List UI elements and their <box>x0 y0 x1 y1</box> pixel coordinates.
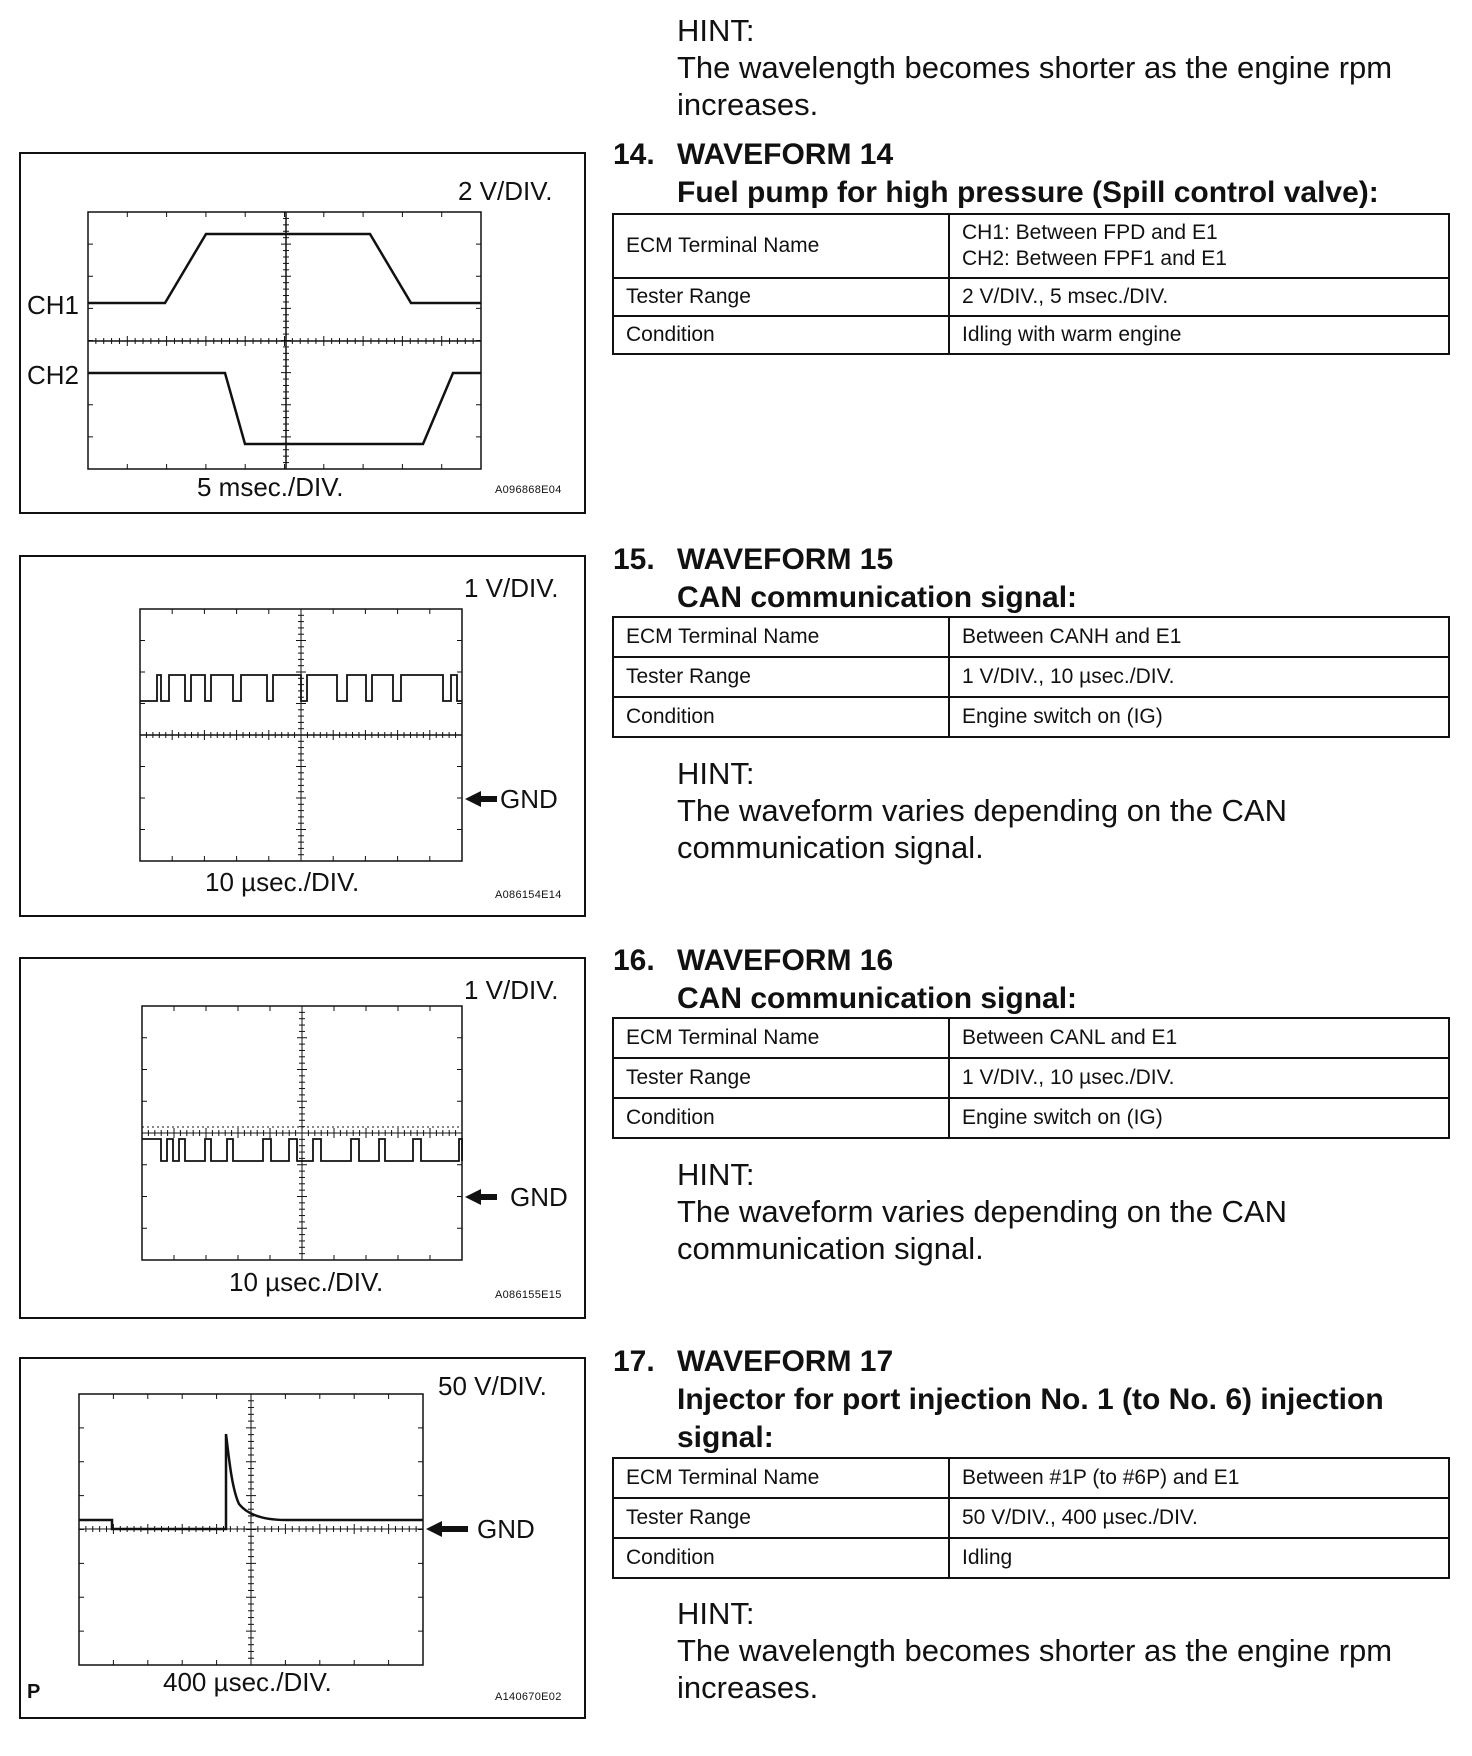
row-key: Condition <box>613 1538 949 1578</box>
hint-text-line1: The wavelength becomes shorter as the engine rpm <box>677 50 1393 85</box>
waveform-17-figure <box>19 1357 586 1719</box>
ch2-waveform <box>88 373 481 444</box>
section-14-heading <box>613 136 1463 216</box>
section-title: WAVEFORM 16 <box>677 944 894 977</box>
row-key: Condition <box>613 697 949 737</box>
row-value-line1: CH1: Between FPD and E1 <box>962 221 1218 244</box>
waveform-14-figure <box>19 152 586 514</box>
section-17-heading <box>613 1343 1463 1463</box>
time-per-div-label: 400 µsec./DIV. <box>163 1667 332 1697</box>
spec-table-15 <box>612 616 1450 738</box>
table-row <box>613 278 1449 316</box>
table-row <box>613 1098 1449 1138</box>
section-17-hint <box>677 1595 1392 1706</box>
table-row <box>613 617 1449 657</box>
section-16-hint <box>677 1156 1287 1267</box>
row-key: ECM Terminal Name <box>613 1458 949 1498</box>
waveform-15-figure <box>19 555 586 917</box>
hint-label: HINT: <box>677 756 755 791</box>
row-key: Tester Range <box>613 1498 949 1538</box>
waveform-16-scope <box>21 959 584 1317</box>
figure-code: A096868E04 <box>495 484 562 496</box>
hint-label: HINT: <box>677 13 755 48</box>
volts-per-div-label: 2 V/DIV. <box>458 176 553 206</box>
row-value: 50 V/DIV., 400 µsec./DIV. <box>949 1498 1449 1538</box>
hint-text-line2: communication signal. <box>677 830 984 865</box>
table-row <box>613 1498 1449 1538</box>
gnd-label: GND <box>500 784 558 814</box>
gnd-arrow-icon <box>426 1521 468 1537</box>
gnd-label: GND <box>477 1514 535 1544</box>
table-row <box>613 316 1449 354</box>
row-key: Condition <box>613 1098 949 1138</box>
row-key: ECM Terminal Name <box>613 214 949 278</box>
time-per-div-label: 10 µsec./DIV. <box>205 867 360 897</box>
hint-text-line1: The wavelength becomes shorter as the engine rpm <box>677 1633 1393 1668</box>
section-subtitle: Injector for port injection No. 1 (to No. 6) injection <box>677 1383 1384 1416</box>
table-row <box>613 657 1449 697</box>
section-title: WAVEFORM 14 <box>677 138 894 171</box>
gnd-label: GND <box>510 1182 568 1212</box>
ch1-label: CH1 <box>27 290 80 320</box>
figure-code: A086155E15 <box>495 1289 562 1301</box>
top-hint <box>677 12 1392 123</box>
table-row <box>613 1058 1449 1098</box>
volts-per-div-label: 1 V/DIV. <box>464 975 559 1005</box>
row-value: Between CANH and E1 <box>949 617 1449 657</box>
row-value: 1 V/DIV., 10 µsec./DIV. <box>949 657 1449 697</box>
row-key: Tester Range <box>613 278 949 316</box>
table-row <box>613 1018 1449 1058</box>
spec-table-16 <box>612 1017 1450 1139</box>
spec-table-17 <box>612 1457 1450 1579</box>
section-16-heading <box>613 942 1463 1022</box>
hint-label: HINT: <box>677 1596 755 1631</box>
time-per-div-label: 5 msec./DIV. <box>197 472 344 502</box>
section-number: 15. <box>613 543 655 576</box>
row-value: Idling <box>949 1538 1449 1578</box>
row-key: ECM Terminal Name <box>613 617 949 657</box>
waveform-16-figure <box>19 957 586 1319</box>
corner-mark: P <box>27 1681 41 1703</box>
volts-per-div-label: 50 V/DIV. <box>438 1371 547 1401</box>
volts-per-div-label: 1 V/DIV. <box>464 573 559 603</box>
section-subtitle: CAN communication signal: <box>677 982 1078 1015</box>
canh-waveform <box>140 675 462 701</box>
section-15-heading <box>613 541 1463 621</box>
hint-text-line2: communication signal. <box>677 1231 984 1266</box>
ch2-label: CH2 <box>27 360 80 390</box>
section-number: 17. <box>613 1345 655 1378</box>
section-subtitle: CAN communication signal: <box>677 581 1078 614</box>
row-value: 1 V/DIV., 10 µsec./DIV. <box>949 1058 1449 1098</box>
table-row <box>613 1458 1449 1498</box>
row-value: 2 V/DIV., 5 msec./DIV. <box>949 278 1449 316</box>
section-subtitle: Fuel pump for high pressure (Spill control valve): <box>677 176 1379 209</box>
waveform-15-scope <box>21 557 584 915</box>
row-key: Condition <box>613 316 949 354</box>
waveform-14-scope <box>21 154 584 512</box>
gnd-arrow-icon <box>465 791 497 807</box>
row-value: Between #1P (to #6P) and E1 <box>949 1458 1449 1498</box>
section-title: WAVEFORM 17 <box>677 1345 894 1378</box>
section-title: WAVEFORM 15 <box>677 543 894 576</box>
figure-code: A086154E14 <box>495 889 562 901</box>
hint-text-line1: The waveform varies depending on the CAN <box>677 793 1287 828</box>
row-key: ECM Terminal Name <box>613 1018 949 1058</box>
row-value: Engine switch on (IG) <box>949 1098 1449 1138</box>
row-key: Tester Range <box>613 1058 949 1098</box>
hint-text-line2: increases. <box>677 1670 819 1705</box>
row-value: Between CANL and E1 <box>949 1018 1449 1058</box>
row-value: Idling with warm engine <box>949 316 1449 354</box>
table-row <box>613 1538 1449 1578</box>
table-row <box>613 697 1449 737</box>
gnd-arrow-icon <box>465 1189 497 1205</box>
hint-label: HINT: <box>677 1157 755 1192</box>
section-number: 16. <box>613 944 655 977</box>
time-per-div-label: 10 µsec./DIV. <box>229 1267 384 1297</box>
section-number: 14. <box>613 138 655 171</box>
section-subtitle-cont: signal: <box>677 1421 774 1454</box>
spec-table-14 <box>612 213 1450 355</box>
figure-code: A140670E02 <box>495 1691 562 1703</box>
row-value <box>949 214 1449 278</box>
row-value-line2: CH2: Between FPF1 and E1 <box>962 247 1227 270</box>
section-15-hint <box>677 755 1287 866</box>
hint-text-line2: increases. <box>677 87 819 122</box>
row-value: Engine switch on (IG) <box>949 697 1449 737</box>
row-key: Tester Range <box>613 657 949 697</box>
hint-text-line1: The waveform varies depending on the CAN <box>677 1194 1287 1229</box>
table-row <box>613 214 1449 278</box>
